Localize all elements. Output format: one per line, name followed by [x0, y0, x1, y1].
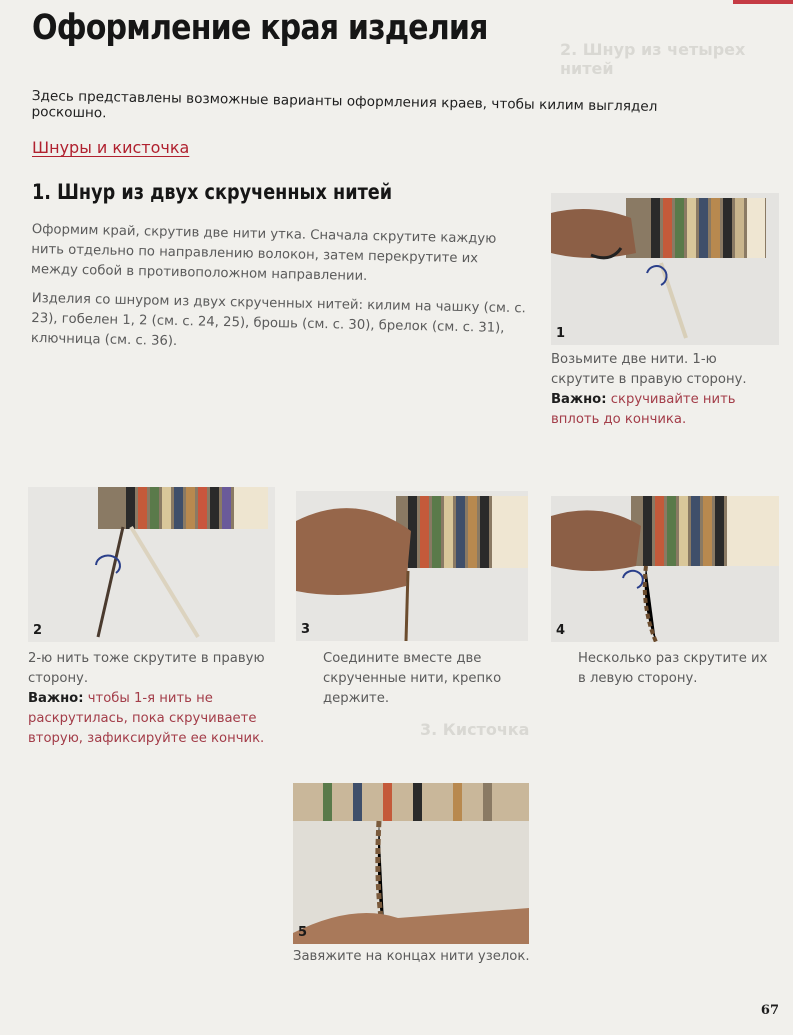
step-photo-3-image — [296, 491, 528, 641]
step-caption-4: Несколько раз скрутите их в левую сторону. — [578, 651, 768, 686]
step-photo-2-image — [28, 487, 275, 642]
step-number-5: 5 — [298, 925, 308, 940]
important-label-2: Важно: — [28, 691, 84, 706]
step-photo-2 — [28, 487, 275, 642]
bleed-through-heading-top: 2. Шнур из четырех нитей — [560, 40, 746, 78]
step-photo-3 — [296, 491, 528, 641]
important-text-1: скручивайте нить вплоть до кончика. — [551, 392, 736, 427]
step-photo-5-image — [293, 783, 529, 944]
kilim-stripes — [626, 198, 766, 258]
step-number-1: 1 — [556, 326, 566, 341]
step-number-2: 2 — [33, 623, 43, 638]
step-photo-1 — [551, 193, 779, 345]
step-photo-4 — [551, 496, 779, 642]
page-number: 67 — [760, 1003, 779, 1018]
step-caption-1: Возьмите две нити. 1-ю скрутите в правую сторону. Важно: скручивайте нить вплоть до кончика. — [551, 352, 747, 427]
important-text-2: чтобы 1-я нить не раскрутилась, пока скручиваете вторую, зафиксируйте ее кончик. — [28, 691, 265, 746]
body-paragraph-2: Изделия со шнуром из двух скрученных нитей: килим на чашку (см. с. 23), гобелен 1, 2 (см. с. 24, 25), брошь (см. с. 30), брелок (см. с. 31), ключница (см. с. 36). — [30, 290, 526, 350]
step-photo-5 — [293, 783, 529, 944]
section-link[interactable]: Шнуры и кисточка — [32, 138, 190, 157]
section-subtitle: 1. Шнур из двух скрученных нитей — [32, 180, 393, 204]
page-title: Оформление края изделия — [32, 8, 488, 48]
bleed-through-heading-mid: 3. Кисточка — [420, 720, 530, 739]
step-caption-2: 2-ю нить тоже скрутите в правую сторону. Важно: чтобы 1-я нить не раскрутилась, пока скручиваете вторую, зафиксируйте ее кончик. — [28, 651, 265, 746]
intro-text: Здесь представлены возможные варианты оформления краев, чтобы килим выглядел роскошно. — [31, 88, 658, 122]
step-caption-5: Завяжите на концах нити узелок. — [293, 949, 530, 964]
step-number-4: 4 — [556, 623, 566, 638]
step-photo-4-image — [551, 496, 779, 642]
step-photo-1-image — [551, 193, 779, 345]
step-number-3: 3 — [301, 622, 311, 637]
body-paragraph-1: Оформим край, скрутив две нити утка. Сначала скрутите каждую нить отдельно по направлению волокон, затем перекрутите их между собой в противоположном направлении. — [30, 221, 497, 285]
page-edge-strip — [733, 0, 793, 4]
important-label-1: Важно: — [551, 392, 607, 407]
step-caption-3: Соедините вместе две скрученные нити, крепко держите. — [323, 651, 502, 706]
